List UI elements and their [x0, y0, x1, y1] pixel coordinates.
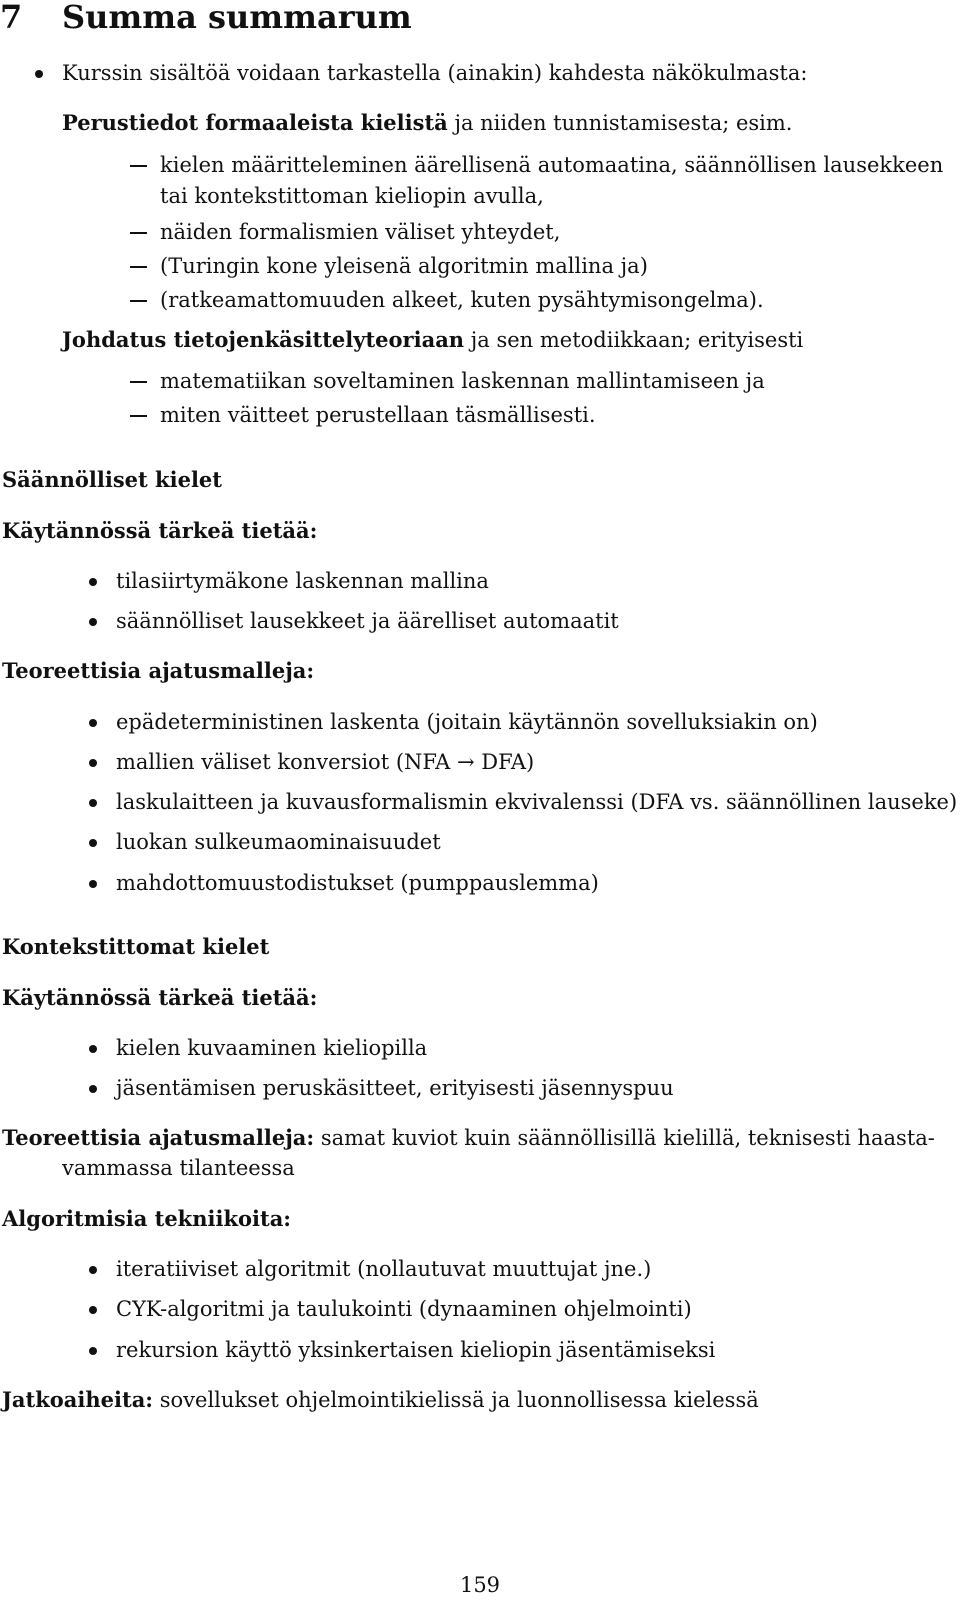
johdatus-item: matematiikan soveltaminen laskennan mallintamiseen ja — [160, 369, 765, 393]
regular-theory-item: laskulaitteen ja kuvausformalismin ekvivalenssi (DFA vs. säännöllinen lauseke) — [116, 790, 958, 814]
contextfree-theory-text-continuation: vammassa tilanteessa — [62, 1156, 295, 1180]
contextfree-heading: Kontekstittomat kielet — [2, 934, 270, 959]
perustiedot-line — [62, 110, 792, 136]
regular-practical-heading: Käytännössä tärkeä tietää: — [2, 518, 318, 543]
perustiedot-heading: Perustiedot formaaleista kielistä — [62, 110, 448, 135]
contextfree-practical-item: kielen kuvaaminen kieliopilla — [116, 1036, 428, 1060]
regular-theory-item: mallien väliset konversiot (NFA → DFA) — [116, 750, 535, 774]
contextfree-practical-item: jäsentämisen peruskäsitteet, erityisesti jäsennyspuu — [116, 1076, 674, 1100]
jatko-text: sovellukset ohjelmointikielissä ja luonnollisessa kielessä — [153, 1388, 759, 1412]
contextfree-algo-item: CYK-algoritmi ja taulukointi (dynaaminen ohjelmointi) — [116, 1297, 692, 1321]
perustiedot-item: näiden formalismien väliset yhteydet, — [160, 220, 561, 244]
jatko-heading: Jatkoaiheita: — [2, 1387, 154, 1412]
regular-theory-heading: Teoreettisia ajatusmalleja: — [2, 658, 315, 683]
contextfree-algo-item: rekursion käyttö yksinkertaisen kieliopin jäsentämiseksi — [116, 1338, 716, 1362]
regular-theory-item: mahdottomuustodistukset (pumppauslemma) — [116, 871, 599, 895]
johdatus-line — [62, 327, 803, 353]
regular-practical-item: tilasiirtymäkone laskennan mallina — [116, 569, 489, 593]
contextfree-theory-heading: Teoreettisia ajatusmalleja: — [2, 1125, 315, 1150]
page-number: 159 — [459, 1573, 501, 1597]
regular-practical-item: säännölliset lausekkeet ja äärelliset automaatit — [116, 609, 619, 633]
section-number: 7 — [0, 0, 23, 36]
section-title-text: Summa summarum — [62, 0, 412, 36]
intro-bullet: Kurssin sisältöä voidaan tarkastella (ainakin) kahdesta näkökulmasta: — [62, 61, 808, 85]
johdatus-rest: ja sen metodiikkaan; erityisesti — [464, 328, 804, 352]
contextfree-theory-line — [2, 1125, 935, 1151]
jatko-line — [2, 1387, 759, 1413]
regular-heading: Säännölliset kielet — [2, 467, 222, 492]
section-title — [0, 0, 412, 36]
regular-theory-item: epädeterministinen laskenta (joitain käytännön sovelluksiakin on) — [116, 710, 818, 734]
johdatus-item: miten väitteet perustellaan täsmällisesti. — [160, 403, 596, 427]
perustiedot-rest: ja niiden tunnistamisesta; esim. — [447, 111, 793, 135]
contextfree-practical-heading: Käytännössä tärkeä tietää: — [2, 985, 318, 1010]
contextfree-theory-text: samat kuviot kuin säännöllisillä kielillä, teknisesti haasta- — [314, 1126, 935, 1150]
contextfree-algo-heading: Algoritmisia tekniikoita: — [2, 1206, 292, 1231]
contextfree-algo-item: iteratiiviset algoritmit (nollautuvat muuttujat jne.) — [116, 1257, 652, 1281]
johdatus-heading: Johdatus tietojenkäsittelyteoriaan — [62, 327, 465, 352]
regular-theory-item: luokan sulkeumaominaisuudet — [116, 830, 441, 854]
perustiedot-item: (Turingin kone yleisenä algoritmin mallina ja) — [160, 254, 648, 278]
perustiedot-item: (ratkeamattomuuden alkeet, kuten pysähtymisongelma). — [160, 288, 764, 312]
perustiedot-item-continuation: tai kontekstittoman kieliopin avulla, — [160, 184, 544, 208]
perustiedot-item: kielen määritteleminen äärellisenä automaatina, säännöllisen lausekkeen — [160, 153, 944, 177]
